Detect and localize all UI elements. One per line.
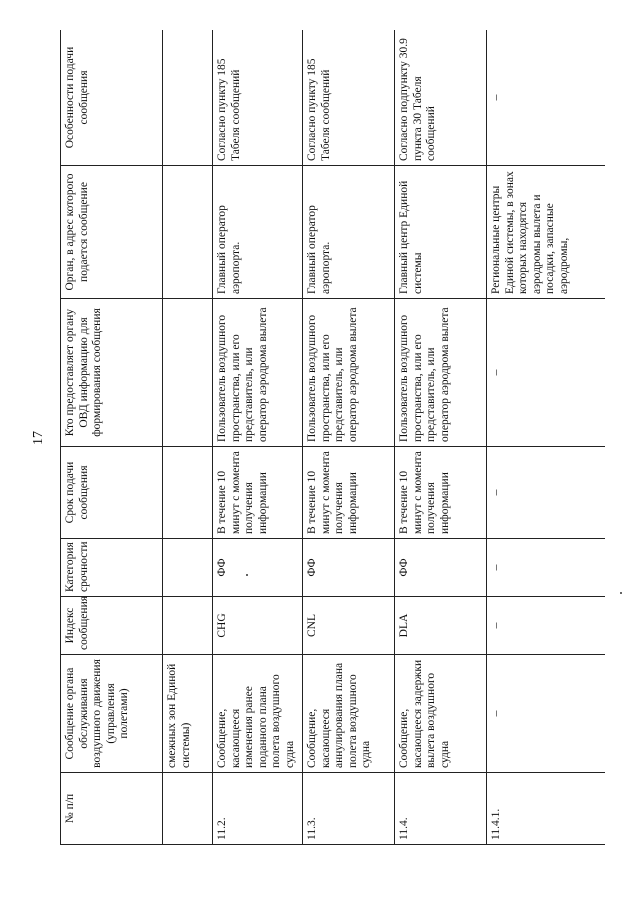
- table-cell: Согласно пункту 185 Табеля сообщений: [213, 30, 303, 166]
- table-cell: Сообщение, касающееся изменения ранее поданного плана полета воздушного судна: [213, 655, 303, 773]
- table-row: [487, 30, 606, 845]
- table-cell: –: [487, 447, 606, 539]
- header-cell: № п/п: [61, 773, 163, 845]
- table-container: [60, 30, 605, 845]
- header-row: [61, 30, 163, 845]
- header-cell: Особенности подачи сообщения: [61, 30, 163, 166]
- table-cell: ФФ: [213, 539, 303, 597]
- table-cell: [163, 299, 213, 447]
- table-cell: Главный оператор аэропорта.: [213, 166, 303, 299]
- scan-speck: [620, 592, 622, 594]
- table-cell: [163, 447, 213, 539]
- table-cell: смежных зон Единой системы): [163, 655, 213, 773]
- table-cell: –: [487, 655, 606, 773]
- table-cell: Главный оператор аэропорта.: [303, 166, 395, 299]
- table-cell: –: [487, 597, 606, 655]
- table-cell: Пользователь воздушного пространства, или его представитель, или оператор аэродрома вылета: [213, 299, 303, 447]
- table-cell: 11.4.: [395, 773, 487, 845]
- table-cell: DLA: [395, 597, 487, 655]
- table-cell: ФФ: [395, 539, 487, 597]
- page-number: 17: [31, 431, 46, 445]
- document-page: [60, 30, 605, 845]
- table-cell: Согласно пункту 185 Табеля сообщений: [303, 30, 395, 166]
- header-cell: Кто предоставляет органу ОВД информацию для формирования сообщения: [61, 299, 163, 447]
- table-cell: –: [487, 299, 606, 447]
- messages-table: [60, 30, 605, 845]
- header-cell: Категория срочности: [61, 539, 163, 597]
- table-cell: [163, 539, 213, 597]
- table-cell: Главный центр Единой системы: [395, 166, 487, 299]
- table-cell: [163, 773, 213, 845]
- table-cell: Сообщение, касающееся задержки вылета воздушного судна: [395, 655, 487, 773]
- table-cell: В течение 10 минут с момента получения информации: [213, 447, 303, 539]
- table-row: [303, 30, 395, 845]
- header-cell: Индекс сообщения: [61, 597, 163, 655]
- table-cell: –: [487, 539, 606, 597]
- header-cell: Срок подачи сообщения: [61, 447, 163, 539]
- table-cell: [163, 166, 213, 299]
- table-cell: 11.3.: [303, 773, 395, 845]
- table-row: [395, 30, 487, 845]
- table-row: [163, 30, 213, 845]
- table-cell: Пользователь воздушного пространства, или его представитель, или оператор аэродрома вылета: [395, 299, 487, 447]
- table-cell: [163, 30, 213, 166]
- header-cell: Сообщение органа обслуживания воздушного движения (управления полетами): [61, 655, 163, 773]
- table-cell: В течение 10 минут с момента получения информации: [303, 447, 395, 539]
- table-cell: Согласно подпункту 30.9 пункта 30 Табеля сообщений: [395, 30, 487, 166]
- table-cell: Сообщение, касающееся аннулирования плана полета воздушного судна: [303, 655, 395, 773]
- table-cell: В течение 10 минут с момента получения информации: [395, 447, 487, 539]
- table-cell: 11.2.: [213, 773, 303, 845]
- table-cell: [163, 597, 213, 655]
- scan-speck: [246, 574, 248, 576]
- table-cell: –: [487, 30, 606, 166]
- table-row: [213, 30, 303, 845]
- table-cell: Пользователь воздушного пространства, или его представитель, или оператор аэродрома вылета: [303, 299, 395, 447]
- table-cell: CNL: [303, 597, 395, 655]
- table-cell: CHG: [213, 597, 303, 655]
- table-cell: Региональные центры Единой системы, в зонах которых находятся аэродромы вылета и посадки, запасные аэродромы,: [487, 166, 606, 299]
- table-cell: 11.4.1.: [487, 773, 606, 845]
- header-cell: Орган, в адрес которого подается сообщение: [61, 166, 163, 299]
- table-cell: ФФ: [303, 539, 395, 597]
